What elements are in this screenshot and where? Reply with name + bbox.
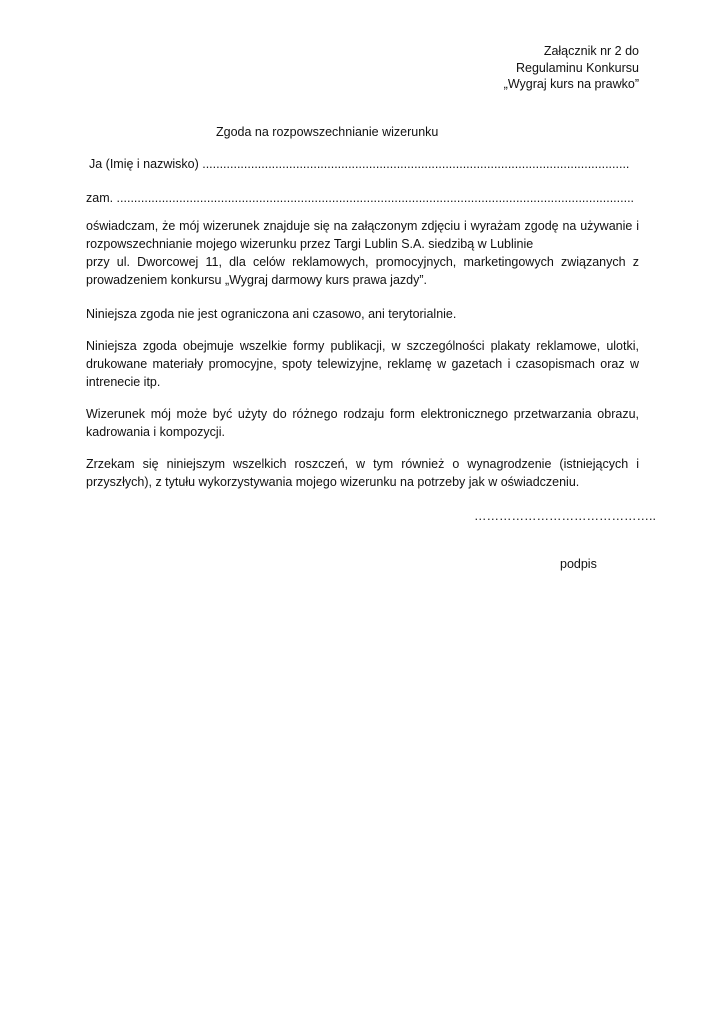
signature-line: …………………………………….. [474, 509, 656, 523]
consent-paragraph [86, 217, 639, 289]
signature-label: podpis [560, 557, 597, 571]
consent-line-1: oświadczam, że mój wizerunek znajduje się na załączonym zdjęciu i wyrażam zgodę na używanie i [86, 219, 639, 233]
header-line-2: Regulaminu Konkursu [516, 60, 639, 75]
consent-line-4: prowadzeniem konkursu „Wygraj darmowy kurs prawa jazdy”. [86, 273, 427, 287]
waiver-paragraph: Zrzekam się niniejszym wszelkich roszczeń, w tym również o wynagrodzenie (istniejących i przyszłych), z tytułu wykorzystywania mojego wizerunku na potrzeby jak w oświadczeniu. [86, 457, 639, 489]
publication-forms-paragraph: Niniejsza zgoda obejmuje wszelkie formy publikacji, w szczególności plakaty reklamowe, ulotki, drukowane materiały promocyjne, spoty telewizyjne, reklamę w gazetach i czasopismach oraz w intrenecie itp. [86, 339, 639, 389]
header-line-3: „Wygraj kurs na prawko” [503, 77, 639, 91]
image-processing-paragraph: Wizerunek mój może być użyty do różnego rodzaju form elektronicznego przetwarzania obrazu, kadrowania i kompozycji. [86, 407, 639, 439]
consent-line-3: przy ul. Dworcowej 11, dla celów reklamowych, promocyjnych, marketingowych związanych z [86, 255, 639, 269]
scope-paragraph: Niniejsza zgoda nie jest ograniczona ani czasowo, ani terytorialnie. [86, 307, 457, 321]
consent-line-2: rozpowszechnianie mojego wizerunku przez Targi Lublin S.A. siedzibą w Lublinie [86, 237, 534, 251]
address-field-line: zam. ..................................................................................................................................................... [86, 191, 635, 205]
header-line-1: Załącznik nr 2 do [543, 44, 639, 58]
name-field-line: Ja (Imię i nazwisko) ........................................................................................................................... [89, 157, 630, 171]
document-title: Zgoda na rozpowszechnianie wizerunku [216, 125, 439, 139]
attachment-header [504, 43, 639, 93]
